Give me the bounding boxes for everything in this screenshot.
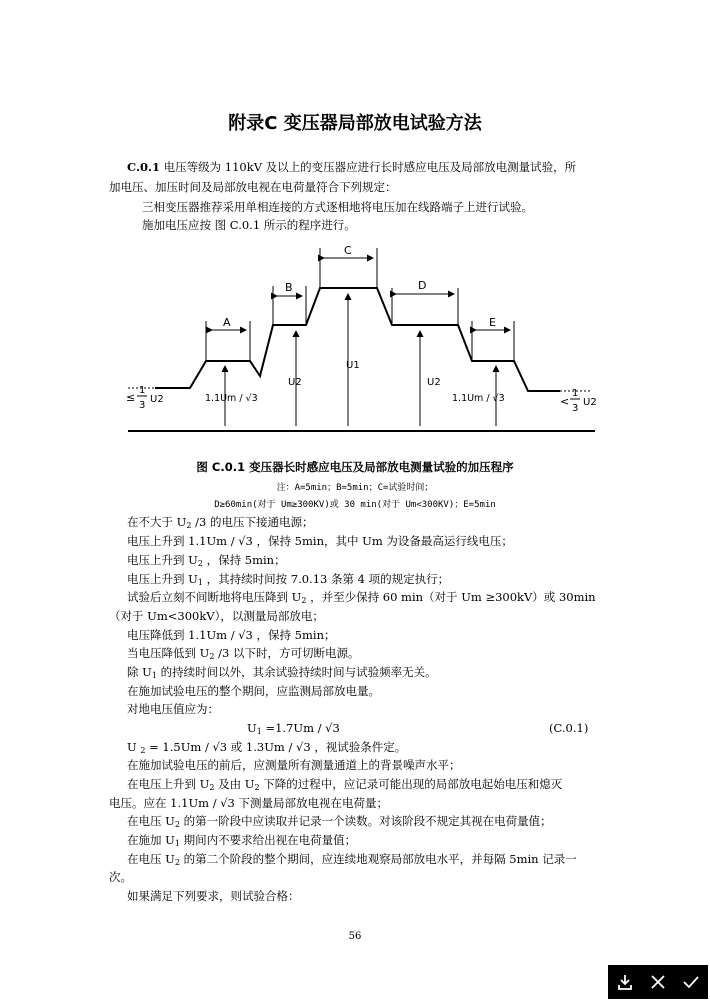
confirm-button[interactable] (678, 969, 704, 995)
step-1-sub: 2 (186, 521, 192, 530)
step-5-b: ，并至少保持 60 min（对于 Um ≥300kV）或 30min (306, 590, 596, 604)
label-e: E (489, 316, 496, 329)
step-5-a: 试验后立刻不间断地将电压降到 U (127, 590, 302, 604)
intro-line-1 (127, 160, 576, 175)
step-3-b: ，保持 5min； (202, 553, 286, 567)
step-4-sub: 1 (197, 578, 203, 587)
step-11 (127, 740, 406, 755)
label-b: B (285, 281, 293, 294)
left-u2: U2 (150, 394, 164, 405)
step-1 (127, 515, 313, 530)
step-15-a: 在施加 U (127, 833, 175, 847)
label-a: A (223, 316, 231, 329)
step-4-a: 电压上升到 U (127, 572, 198, 586)
label-11-right: 1.1Um / √3 (452, 393, 505, 404)
step-16 (127, 852, 577, 867)
step-15-sub: 1 (174, 839, 180, 848)
intro-line-2: 加电压、加压时间及局部放电视在电荷量符合下列规定： (109, 180, 397, 194)
page-title: 附录C 变压器局部放电试验方法 (228, 113, 482, 134)
step-13-b: 下降的过程中，应记录可能出现的局部放电起始电压和熄灭 (259, 777, 563, 791)
download-button[interactable] (612, 969, 638, 995)
step-4 (127, 572, 449, 587)
step-14 (127, 814, 552, 829)
step-11-a: U (127, 740, 141, 754)
left-level-sign: ≤ (126, 391, 136, 404)
step-9: 在施加试验电压的整个期间，应监测局部放电量。 (127, 684, 380, 698)
label-u2-right: U2 (427, 377, 441, 388)
equation-number: (C.0.1) (549, 721, 589, 735)
step-4-b: ，其持续时间按 7.0.13 条第 4 项的规定执行； (202, 572, 450, 586)
step-13 (127, 777, 562, 792)
intro-line-4: 施加电压应按 图 C.0.1 所示的程序进行。 (142, 218, 356, 232)
step-3-a: 电压上升到 U (127, 553, 198, 567)
label-u2-left: U2 (288, 377, 302, 388)
step-14-a: 在电压 U (127, 814, 175, 828)
step-5-sub: 2 (301, 596, 307, 605)
step-14-sub: 2 (174, 820, 180, 829)
step-17: 如果满足下列要求，则试验合格： (127, 889, 300, 903)
step-2: 电压上升到 1.1Um / √3 ，保持 5min，其中 Um 为设备最高运行线电压； (127, 534, 513, 548)
step-15-b: 期间内不要求给出视在电荷量值； (179, 833, 357, 847)
voltage-procedure-figure (120, 238, 600, 443)
step-12: 在施加试验电压的前后，应测量所有测量通道上的背景噪声水平； (127, 758, 461, 772)
left-frac-den: 3 (139, 400, 146, 411)
step-7-sub: 2 (209, 652, 215, 661)
right-u2: U2 (583, 397, 597, 408)
step-16-sub: 2 (174, 858, 180, 867)
step-8 (127, 665, 437, 680)
step-13-mid: 及由 U (214, 777, 255, 791)
close-button[interactable] (645, 969, 671, 995)
step-10: 对地电压值应为： (127, 702, 219, 716)
eq-u: U (247, 721, 257, 735)
left-frac-num: 1 (139, 385, 146, 396)
step-3 (127, 553, 286, 568)
step-14-b: 的第一阶段中应读取并记录一个读数。对该阶段不规定其视在电荷量值； (179, 814, 552, 828)
step-7-a: 当电压降低到 U (127, 646, 210, 660)
label-c: C (344, 244, 352, 257)
download-icon (616, 973, 634, 991)
step-6: 电压降低到 1.1Um / √3 ，保持 5min； (127, 628, 336, 642)
right-frac-den: 3 (572, 403, 579, 414)
figure-note-1: 注：A=5min；B=5min；C=试验时间； (276, 483, 434, 493)
figure-caption: 图 C.0.1 变压器长时感应电压及局部放电测量试验的加压程序 (196, 460, 514, 474)
label-11-left: 1.1Um / √3 (205, 393, 258, 404)
right-level-sign: < (560, 395, 570, 408)
step-1-b: /3 的电压下接通电源； (191, 515, 314, 529)
clause-number: C.0.1 (127, 160, 160, 174)
label-u1: U1 (346, 360, 360, 371)
intro-text-1: 电压等级为 110kV 及以上的变压器应进行长时感应电压及局部放电测量试验，所 (159, 160, 577, 174)
step-3-sub: 2 (197, 559, 203, 568)
step-16-a: 在电压 U (127, 852, 175, 866)
check-icon (682, 973, 700, 991)
step-13-sub2: 2 (254, 783, 260, 792)
step-13-cont: 电压。应在 1.1Um / √3 下测量局部放电视在电荷量； (109, 796, 389, 810)
voltage-profile (155, 288, 560, 391)
action-toolbar (608, 965, 708, 999)
intro-line-3: 三相变压器推荐采用单相连接的方式逐相地将电压加在线路端子上进行试验。 (142, 200, 533, 214)
equation-formula (247, 721, 340, 735)
step-1-a: 在不大于 U (127, 515, 187, 529)
close-icon (649, 973, 667, 991)
step-8-a: 除 U (127, 665, 152, 679)
page-number: 56 (348, 931, 362, 942)
step-13-sub: 2 (209, 783, 215, 792)
step-16-cont: 次。 (109, 870, 132, 884)
figure-note-2: D≥60min(对于 Um≥300KV)或 30 min(对于 Um<300KV)；E=5min (214, 500, 496, 510)
eq-sub: 1 (256, 727, 262, 736)
eq-tail: =1.7Um / √3 (261, 721, 340, 735)
step-16-b: 的第二个阶段的整个期间，应连续地观察局部放电水平，并每隔 5min 记录一 (179, 852, 577, 866)
step-5 (127, 590, 596, 605)
step-15 (127, 833, 356, 848)
label-d: D (418, 279, 427, 292)
step-13-a: 在电压上升到 U (127, 777, 210, 791)
step-7-b: /3 以下时，方可切断电源。 (214, 646, 360, 660)
step-8-sub: 1 (151, 671, 157, 680)
step-5-cont: （对于 Um<300kV），以测量局部放电； (109, 609, 324, 623)
step-8-b: 的持续时间以外，其余试验持续时间与试验频率无关。 (156, 665, 437, 679)
right-frac-num: 1 (572, 388, 579, 399)
step-11-b: = 1.5Um / √3 或 1.3Um / √3 ，视试验条件定。 (145, 740, 407, 754)
step-11-sub: 2 (140, 746, 146, 755)
step-7 (127, 646, 359, 661)
